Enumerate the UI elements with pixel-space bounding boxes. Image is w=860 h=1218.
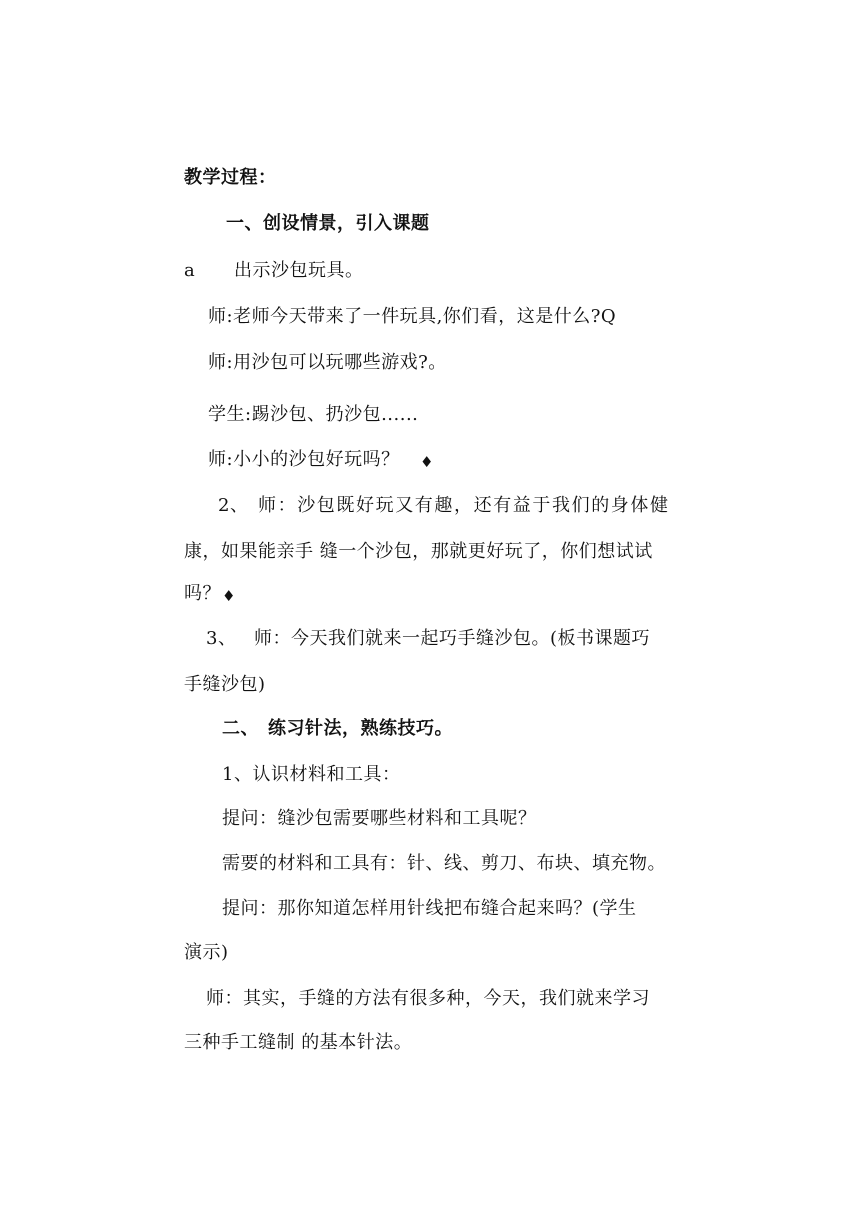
step-a-text: 出示沙包玩具。	[234, 260, 364, 281]
section-heading: 教学过程：	[184, 167, 277, 188]
item-2-line-3: 吗？	[184, 583, 221, 604]
step-a-marker: a	[184, 260, 196, 281]
item-3-line-1: 师：今天我们就来一起巧手缝沙包。(板书课题巧	[254, 628, 651, 649]
subsection-1-title: 1、认识材料和工具：	[222, 764, 401, 785]
item-2-line-2: 康，如果能亲手 缝一个沙包，那就更好玩了，你们想试试	[184, 541, 653, 562]
question-1: 提问：缝沙包需要哪些材料和工具呢？	[222, 808, 537, 829]
dialogue-line-1: 师:老师今天带来了一件玩具,你们看，这是什么?Q	[208, 306, 617, 327]
item-3-number: 3、	[206, 628, 237, 649]
dialogue-line-3: 学生:踢沙包、扔沙包......	[208, 404, 419, 425]
question-2-line-1: 提问：那你知道怎样用针线把布缝合起来吗？(学生	[222, 898, 637, 919]
diamond-icon: ♦	[420, 453, 434, 471]
dialogue-line-4: 师:小小的沙包好玩吗？	[208, 449, 400, 470]
section-2-number: 二、	[222, 718, 259, 739]
dialogue-line-2: 师:用沙包可以玩哪些游戏?。	[208, 352, 447, 373]
answer-1: 需要的材料和工具有：针、线、剪刀、布块、填充物。	[222, 853, 666, 874]
section-1-title: 一、创设情景，引入课题	[226, 213, 430, 234]
diamond-icon: ♦	[222, 587, 236, 605]
item-2-line-1: 师：沙包既好玩又有趣，还有益于我们的身体健	[258, 495, 670, 516]
teacher-line-2: 三种手工缝制 的基本针法。	[184, 1032, 413, 1053]
section-2-title: 练习针法，熟练技巧。	[268, 718, 453, 739]
question-2-line-2: 演示)	[184, 942, 229, 963]
teacher-line-1: 师：其实，手缝的方法有很多种，今天，我们就来学习	[206, 988, 650, 1009]
item-3-line-2: 手缝沙包)	[184, 674, 266, 695]
item-2-number: 2、	[218, 495, 249, 516]
